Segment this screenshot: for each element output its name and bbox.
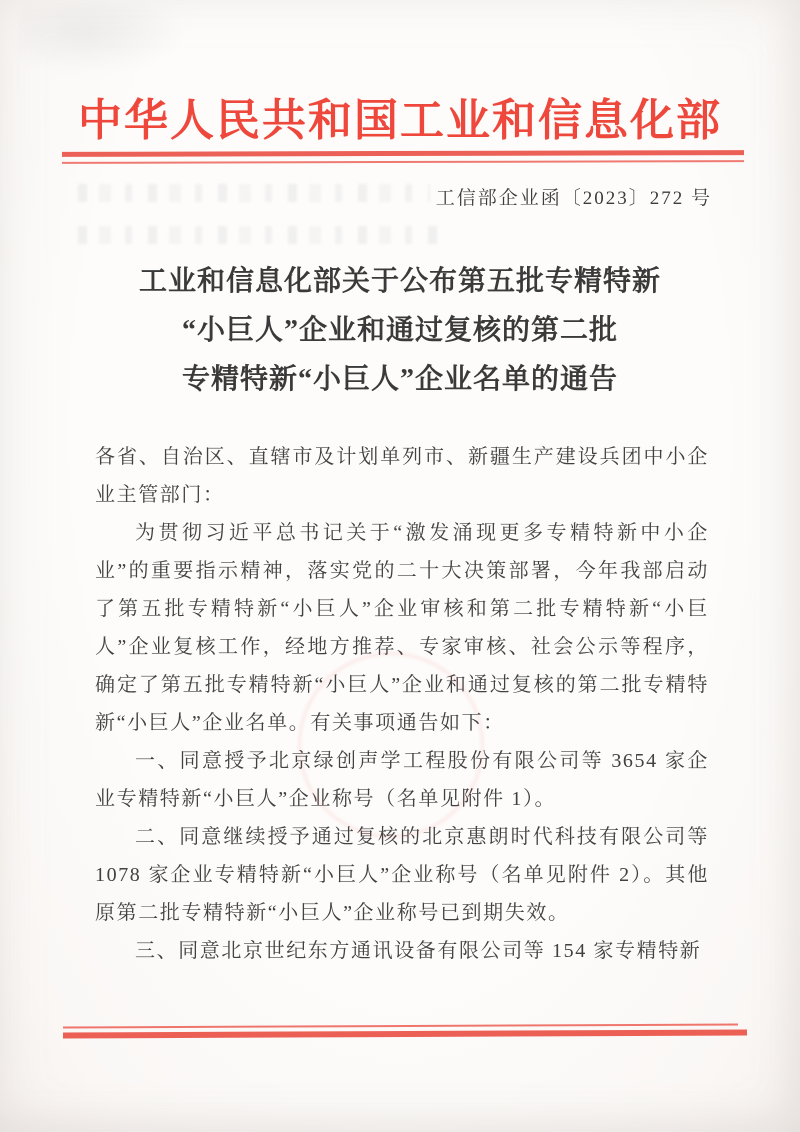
paragraph-item-3: 三、同意北京世纪东方通讯设备有限公司等 154 家专精特新	[135, 940, 702, 962]
bleed-through-artifact	[78, 184, 430, 202]
scan-smudge-artifact	[18, 4, 188, 74]
footer-rule-thick	[63, 1030, 747, 1039]
agency-name: 中华人民共和国工业和信息化部	[78, 96, 722, 145]
paragraph-intro: 为贯彻习近平总书记关于“激发涌现更多专精特新中小企业”的重要指示精神，落实党的二十大决策部署，今年我部启动了第五批专精特新“小巨人”企业审核和第二批专精特新“小巨人”企业复核工作，经地方推荐、专家审核、社会公示等程序，确定了第五批专精特新“小巨人”企业和通过复核的第二批专精特新“小巨人”企业名单。有关事项通告如下：	[95, 522, 709, 734]
bleed-through-artifact	[78, 226, 440, 244]
footer-rule-thin	[63, 1024, 738, 1029]
paragraph-item-1: 一、同意授予北京绿创声学工程股份有限公司等 3654 家企业专精特新“小巨人”企业称号（名单见附件 1）。	[95, 750, 709, 810]
title-line-2: “小巨人”企业和通过复核的第二批	[181, 315, 618, 346]
header-rule-thin	[62, 160, 744, 164]
title-line-3: 专精特新“小巨人”企业名单的通告	[181, 364, 618, 395]
document-title	[60, 257, 740, 404]
header-rule-thick	[62, 150, 744, 157]
salutation: 各省、自治区、直辖市及计划单列市、新疆生产建设兵团中小企业主管部门：	[95, 446, 709, 506]
document-number: 工信部企业函〔2023〕272 号	[435, 188, 712, 209]
seal-bleed-artifact	[298, 652, 484, 838]
paragraph-item-2: 二、同意继续授予通过复核的北京惠朗时代科技有限公司等 1078 家企业专精特新“小巨人”企业称号（名单见附件 2）。其他原第二批专精特新“小巨人”企业称号已到期失效。	[95, 826, 709, 924]
title-line-1: 工业和信息化部关于公布第五批专精特新	[138, 266, 661, 297]
